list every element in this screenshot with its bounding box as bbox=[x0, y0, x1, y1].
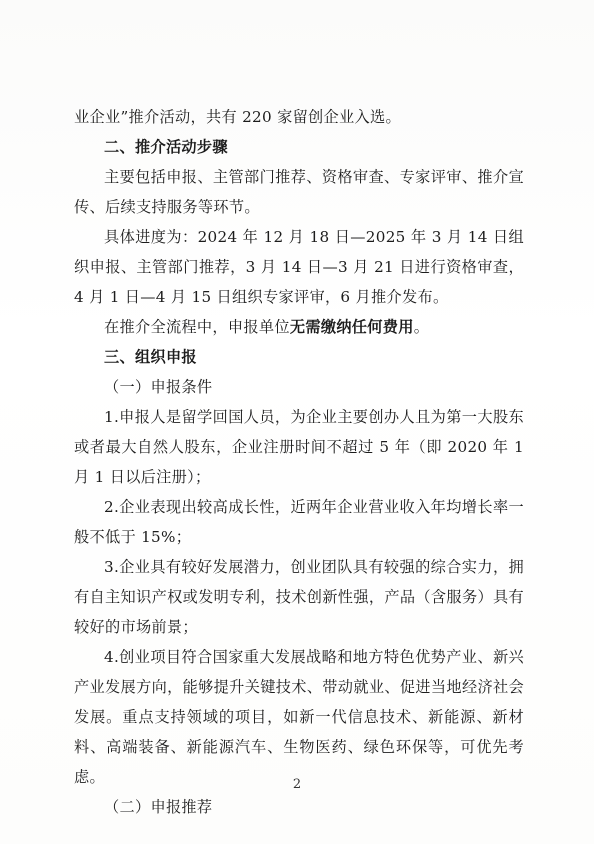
paragraph-schedule: 具体进度为：2024 年 12 月 18 日—2025 年 3 月 14 日组织申报、主管部门推荐，3 月 14 日—3 月 21 日进行资格审查，4 月 1 日—4 月 15 日组织专家评审，6 月推介发布。 bbox=[74, 228, 524, 306]
document-body bbox=[74, 102, 524, 822]
page-number: 2 bbox=[292, 777, 302, 792]
condition-item-2: 2.企业表现出较高成长性，近两年企业营业收入年均增长率一般不低于 15%； bbox=[74, 498, 524, 546]
section-heading-application: 三、组织申报 bbox=[104, 348, 197, 366]
paragraph-fees bbox=[74, 312, 524, 342]
paragraph-steps: 主要包括申报、主管部门推荐、资格审查、专家评审、推介宣传、后续支持服务等环节。 bbox=[74, 168, 524, 216]
condition-item-3: 3.企业具有较好发展潜力，创业团队具有较强的综合实力，拥有自主知识产权或发明专利，技术创新性强，产品（含服务）具有较好的市场前景； bbox=[74, 558, 524, 636]
fees-emphasis: 无需缴纳任何费用 bbox=[289, 318, 414, 336]
fees-suffix: 。 bbox=[413, 318, 430, 336]
condition-item-1: 1.申报人是留学回国人员，为企业主要创办人且为第一大股东或者最大自然人股东，企业注册时间不超过 5 年（即 2020 年 1 月 1 日以后注册）； bbox=[74, 408, 524, 486]
subsection-heading-conditions: （一）申报条件 bbox=[104, 378, 213, 396]
subsection-heading-recommendation: （二）申报推荐 bbox=[104, 798, 213, 816]
paragraph-intro-continuation: 业企业”推介活动，共有 220 家留创企业入选。 bbox=[74, 108, 401, 126]
condition-item-4: 4.创业项目符合国家重大发展战略和地方特色优势产业、新兴产业发展方向，能够提升关键技术、带动就业、促进当地经济社会发展。重点支持领域的项目，如新一代信息技术、新能源、新材料、高端装备、新能源汽车、生物医药、绿色环保等，可优先考虑。 bbox=[74, 648, 524, 786]
section-heading-steps: 二、推介活动步骤 bbox=[104, 138, 228, 156]
fees-prefix: 在推介全流程中，申报单位 bbox=[104, 318, 290, 336]
